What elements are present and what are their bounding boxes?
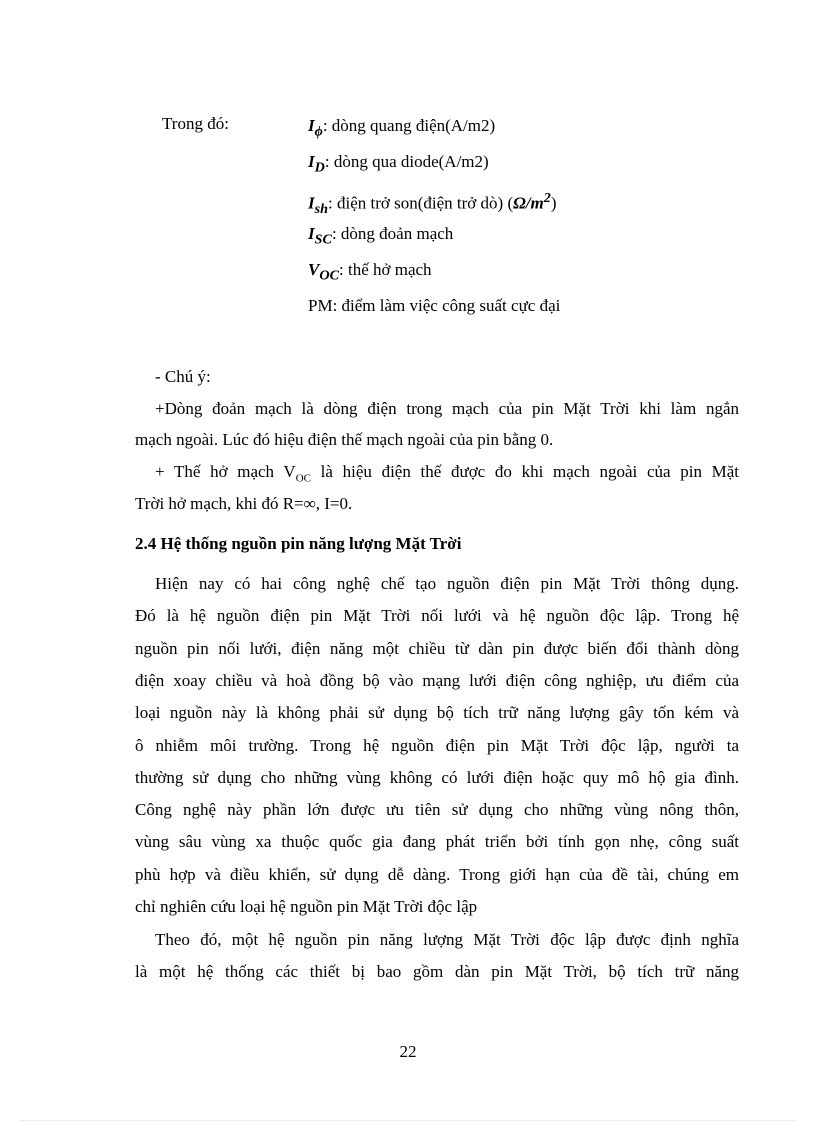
note-title: - Chú ý: (155, 367, 211, 386)
definition-text: PM: điểm làm việc công suất cực đại (308, 296, 561, 315)
paragraph-line: Công nghệ này phần lớn được ưu tiên sử dụng cho những vùng nông thôn, (135, 800, 739, 820)
paragraph-line: là một hệ thống các thiết bị bao gồm dàn pin Mặt Trời, bộ tích trữ năng (135, 962, 739, 982)
note-line (135, 492, 352, 516)
symbol-subscript: sh (314, 201, 329, 218)
symbol: I (308, 152, 315, 171)
paragraph-line: Đó là hệ nguồn điện pin Mặt Trời nối lưới và hệ nguồn độc lập. Trong hệ (135, 606, 739, 626)
definition-shunt-resistance (308, 186, 557, 221)
note-line: +Dòng đoản mạch là dòng điện trong mạch của pin Mặt Trời khi làm ngắn (155, 399, 739, 418)
definitions-intro: Trong đó: (162, 114, 229, 133)
definition-text: : dòng đoản mạch (331, 224, 454, 243)
unit-exponent: 2 (543, 190, 551, 206)
section-heading: 2.4 Hệ thống nguồn pin năng lượng Mặt Trời (135, 534, 462, 553)
symbol: I (308, 116, 315, 135)
definition-text: : điện trở son(điện trở dò) ( (328, 193, 514, 213)
paragraph-line: thường sử dụng cho những vùng không có lưới điện hoặc quy mô hộ gia đình. (135, 767, 739, 787)
definition-diode-current (308, 150, 489, 179)
symbol: I (308, 224, 315, 243)
note-text: Trời hở mạch, khi đó R= (135, 494, 304, 513)
definition-photocurrent (308, 114, 495, 143)
definition-short-circuit (308, 222, 453, 251)
paragraph-line: vùng sâu vùng xa thuộc quốc gia đang phát triển bởi tính gọn nhẹ, công suất (135, 832, 739, 852)
note-text: , I=0. (315, 494, 353, 513)
note-text: là hiệu điện thế được đo khi mạch ngoài của pin Mặt (311, 462, 740, 481)
symbol-subscript: OC (319, 267, 340, 284)
symbol: I (308, 193, 315, 213)
note-text: + Thế hở mạch V (155, 462, 296, 481)
symbol-subscript: ϕ (314, 123, 323, 140)
definition-text: : dòng qua diode(A/m2) (324, 152, 489, 171)
note-line: mạch ngoài. Lúc đó hiệu điện thế mạch ngoài của pin bằng 0. (135, 430, 554, 449)
note-subscript: OC (295, 472, 311, 485)
unit: Ω/m (513, 193, 544, 213)
paragraph-line: Hiện nay có hai công nghệ chế tạo nguồn điện pin Mặt Trời thông dụng. (155, 574, 739, 593)
paragraph-line: phù hợp và điều khiển, sử dụng dễ dàng. Trong giới hạn của đề tài, chúng em (135, 864, 739, 884)
definition-text-end: ) (550, 193, 557, 213)
note-line (155, 460, 739, 490)
infinity-symbol: ∞ (303, 494, 316, 513)
definition-open-circuit (308, 258, 432, 287)
paragraph-line: loại nguồn này là không phải sử dụng bộ tích trữ năng lượng gây tốn kém và (135, 703, 739, 723)
paragraph-line: nguồn pin nối lưới, điện năng một chiều từ dàn pin được biến đổi thành dòng (135, 638, 739, 658)
symbol-subscript: SC (314, 231, 332, 248)
paragraph-line: Theo đó, một hệ nguồn pin năng lượng Mặt Trời độc lập được định nghĩa (155, 930, 739, 949)
symbol-subscript: D (314, 159, 325, 176)
definition-text: : dòng quang điện(A/m2) (322, 116, 496, 135)
definition-text: : thế hở mạch (339, 260, 432, 279)
paragraph-line: ô nhiễm môi trường. Trong hệ nguồn điện pin Mặt Trời độc lập, người ta (135, 735, 739, 755)
page-number: 22 (399, 1042, 417, 1061)
paragraph-line: điện xoay chiều và hoà đồng bộ vào mạng lưới điện công nghiệp, ưu điểm của (135, 670, 739, 690)
page-bottom-divider (20, 1120, 796, 1121)
definition-max-power-point (308, 294, 560, 318)
symbol: V (308, 260, 320, 279)
paragraph-line: chỉ nghiên cứu loại hệ nguồn pin Mặt Trời độc lập (135, 897, 478, 916)
